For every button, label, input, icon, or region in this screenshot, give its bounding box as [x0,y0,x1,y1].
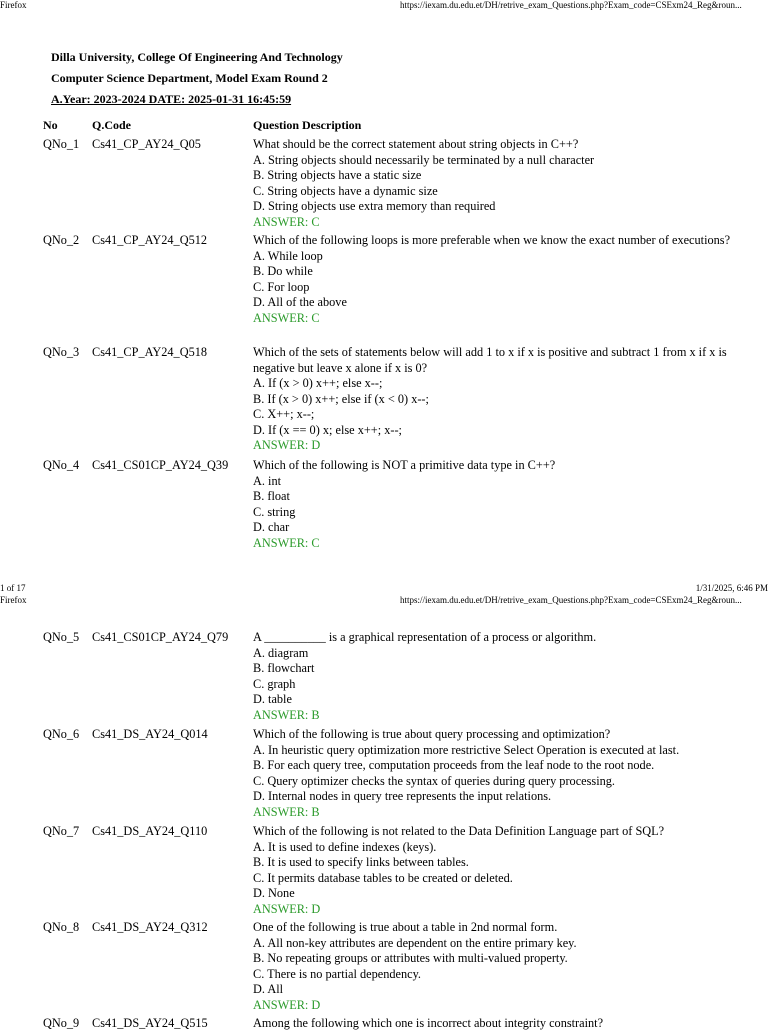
question-text: A __________ is a graphical representation of a process or algorithm. [253,630,597,644]
question-code: Cs41_CP_AY24_Q512 [92,233,208,247]
question-number: QNo_8 [43,920,80,934]
page-url[interactable]: https://iexam.du.edu.et/DH/retrive_exam_Questions.php?Exam_code=CSExm24_Reg&roun... [400,0,742,10]
question-code: Cs41_DS_AY24_Q515 [92,1016,208,1030]
option: C. It permits database tables to be created or deleted. [253,870,513,885]
col-header-no: No [43,118,58,132]
question-text: One of the following is true about a table in 2nd normal form. [253,920,558,934]
question-text: Which of the following is not related to the Data Definition Language part of SQL? [253,824,665,838]
question-code: Cs41_CP_AY24_Q05 [92,137,201,151]
option: A. While loop [253,248,323,263]
option: B. For each query tree, computation proceeds from the leaf node to the root node. [253,758,655,772]
answer: ANSWER: B [253,707,320,722]
question-code: Cs41_DS_AY24_Q312 [92,920,208,934]
option: A. String objects should necessarily be terminated by a null character [253,152,595,167]
question-number: QNo_1 [43,137,80,151]
option: C. String objects have a dynamic size [253,183,438,198]
option: A. int [253,473,282,488]
question-description [253,345,733,454]
question-text: What should be the correct statement about string objects in C++? [253,137,579,151]
option: C. graph [253,676,296,691]
question-text: Which of the following is NOT a primitive data type in C++? [253,458,556,472]
answer: ANSWER: C [253,214,320,229]
answer: ANSWER: D [253,901,321,916]
question-description [253,458,733,551]
question-text: Among the following which one is incorrect about integrity constraint? [253,1016,604,1030]
question-number: QNo_9 [43,1016,80,1030]
option: A. It is used to define indexes (keys). [253,839,437,854]
option: A. In heuristic query optimization more restrictive Select Operation is executed at last. [253,742,680,757]
option: A. All non-key attributes are dependent on the entire primary key. [253,935,577,950]
option: D. char [253,520,290,534]
question-description [253,824,733,917]
answer: ANSWER: C [253,535,320,550]
question-description [253,233,733,326]
answer: ANSWER: C [253,310,320,325]
question-number: QNo_6 [43,727,80,741]
option: B. Do while [253,264,313,278]
browser-name: Firefox [0,0,27,10]
question-code: Cs41_DS_AY24_Q110 [92,824,208,838]
option: D. All [253,982,284,996]
option: A. diagram [253,645,309,660]
option: B. No repeating groups or attributes with multi-valued property. [253,951,568,965]
option: D. String objects use extra memory than required [253,199,496,213]
option: C. X++; x--; [253,407,315,421]
question-code: Cs41_CS01CP_AY24_Q39 [92,458,229,472]
question-description [253,137,733,230]
question-code: Cs41_DS_AY24_Q014 [92,727,208,741]
col-header-code: Q.Code [92,118,131,132]
option: C. string [253,504,296,519]
option: D. All of the above [253,295,347,309]
option: C. There is no partial dependency. [253,966,422,981]
question-code: Cs41_CS01CP_AY24_Q79 [92,630,229,644]
col-header-description: Question Description [253,118,362,132]
university-heading: Dilla University, College Of Engineering And Technology [51,50,343,64]
answer: ANSWER: D [253,438,321,452]
question-number: QNo_7 [43,824,80,838]
department-heading: Computer Science Department, Model Exam Round 2 [51,71,328,85]
question-text: Which of the sets of statements below will add 1 to x if x is positive and subtract 1 from x if x is negative but leave x alone if x is 0? [253,345,727,375]
question-code: Cs41_CP_AY24_Q518 [92,345,208,359]
option: B. If (x > 0) x++; else if (x < 0) x--; [253,391,429,406]
answer: ANSWER: D [253,997,321,1012]
question-text: Which of the following is true about query processing and optimization? [253,727,611,741]
page-count: 1 of 17 [0,583,26,593]
question-text: Which of the following loops is more preferable when we know the exact number of executions? [253,233,731,247]
question-number: QNo_5 [43,630,80,644]
year-date-heading: A.Year: 2023-2024 DATE: 2025-01-31 16:45:59 [51,92,292,106]
question-number: QNo_2 [43,233,80,247]
option: C. Query optimizer checks the syntax of queries during query processing. [253,773,615,788]
print-timestamp: 1/31/2025, 6:46 PM [695,583,768,593]
question-description [253,630,733,723]
question-description [253,920,733,1013]
question-number: QNo_3 [43,345,80,359]
option: D. None [253,886,295,900]
option: C. For loop [253,279,310,294]
page-url[interactable]: https://iexam.du.edu.et/DH/retrive_exam_Questions.php?Exam_code=CSExm24_Reg&roun... [400,595,742,605]
option: A. If (x > 0) x++; else x--; [253,376,383,390]
question-description [253,727,733,820]
option: B. float [253,489,290,503]
option: B. flowchart [253,661,315,675]
answer: ANSWER: B [253,804,320,819]
option: D. Internal nodes in query tree represents the input relations. [253,789,552,803]
question-number: QNo_4 [43,458,80,472]
option: B. String objects have a static size [253,168,422,182]
option: D. If (x == 0) x; else x++; x--; [253,422,402,437]
browser-name: Firefox [0,595,27,605]
option: D. table [253,692,292,706]
option: B. It is used to specify links between tables. [253,855,469,869]
